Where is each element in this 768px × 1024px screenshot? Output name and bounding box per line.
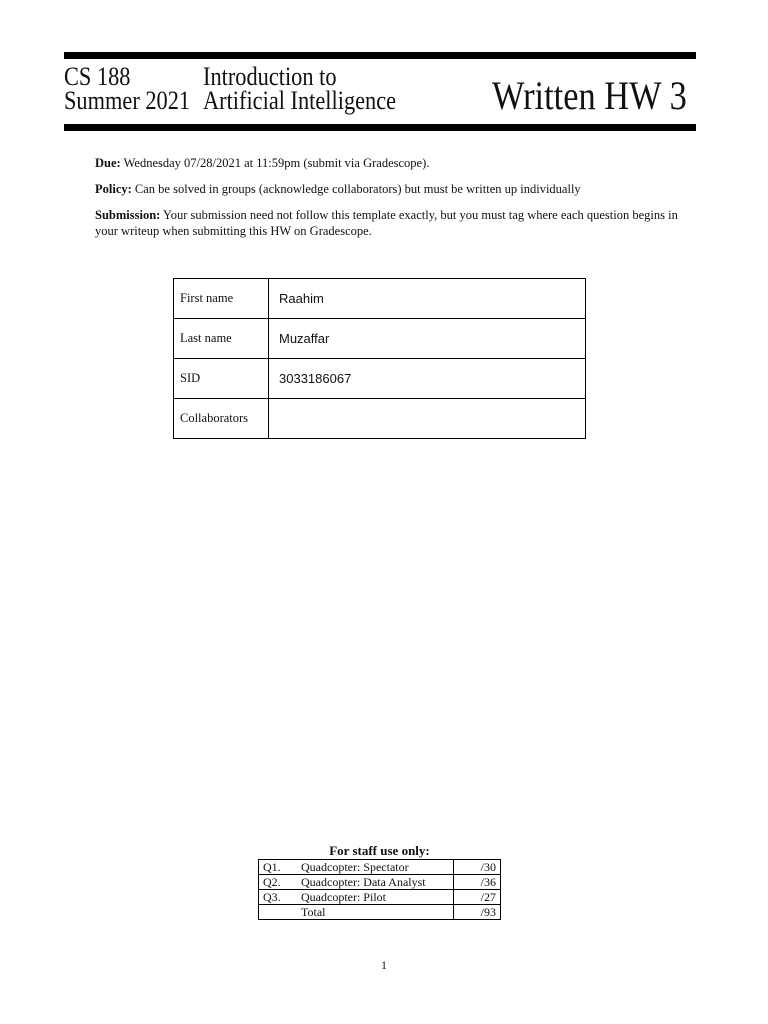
collaborators-label: Collaborators [174, 399, 269, 439]
page-number: 1 [381, 958, 387, 972]
question-number: Q1. [259, 860, 298, 875]
collaborators-row [174, 399, 586, 439]
header-bottom-rule [64, 124, 696, 131]
course-code: CS 188 [64, 62, 131, 91]
header-top-rule [64, 52, 696, 59]
submission-label: Submission: [95, 208, 161, 222]
first-name-field[interactable]: Raahim [269, 279, 586, 319]
question-number: Q2. [259, 875, 298, 890]
submission-text: Your submission need not follow this template exactly, but you must tag where each question begins in your writeup when submitting this HW on Gradescope. [95, 208, 678, 238]
course-title-line2: Artificial Intelligence [203, 86, 397, 115]
question-points: /30 [454, 860, 501, 875]
last-name-field[interactable]: Muzaffar [269, 319, 586, 359]
course-title-line1: Introduction to [203, 62, 337, 91]
sid-field[interactable]: 3033186067 [269, 359, 586, 399]
staff-table-caption: For staff use only: [329, 843, 430, 858]
question-points: /27 [454, 890, 501, 905]
last-name-label: Last name [174, 319, 269, 359]
staff-grading-table [258, 859, 501, 920]
table-row [259, 875, 501, 890]
first-name-label: First name [174, 279, 269, 319]
due-text: Wednesday 07/28/2021 at 11:59pm (submit via Gradescope). [123, 156, 430, 170]
document-title: Written HW 3 [492, 73, 687, 118]
sid-label: SID [174, 359, 269, 399]
submission-paragraph [95, 207, 695, 239]
total-label: Total [297, 905, 454, 920]
due-line [95, 155, 695, 171]
student-info-table [173, 278, 586, 439]
sid-row [174, 359, 586, 399]
collaborators-field[interactable] [269, 399, 586, 439]
total-number [259, 905, 298, 920]
first-name-row [174, 279, 586, 319]
question-name: Quadcopter: Data Analyst [297, 875, 454, 890]
term: Summer 2021 [64, 86, 191, 115]
due-label: Due: [95, 156, 121, 170]
policy-text: Can be solved in groups (acknowledge collaborators) but must be written up individually [134, 182, 581, 196]
table-row [259, 860, 501, 875]
question-name: Quadcopter: Pilot [297, 890, 454, 905]
policy-label: Policy: [95, 182, 132, 196]
total-row [259, 905, 501, 920]
total-points: /93 [454, 905, 501, 920]
last-name-row [174, 319, 586, 359]
question-points: /36 [454, 875, 501, 890]
question-name: Quadcopter: Spectator [297, 860, 454, 875]
table-row [259, 890, 501, 905]
policy-line [95, 181, 695, 197]
question-number: Q3. [259, 890, 298, 905]
